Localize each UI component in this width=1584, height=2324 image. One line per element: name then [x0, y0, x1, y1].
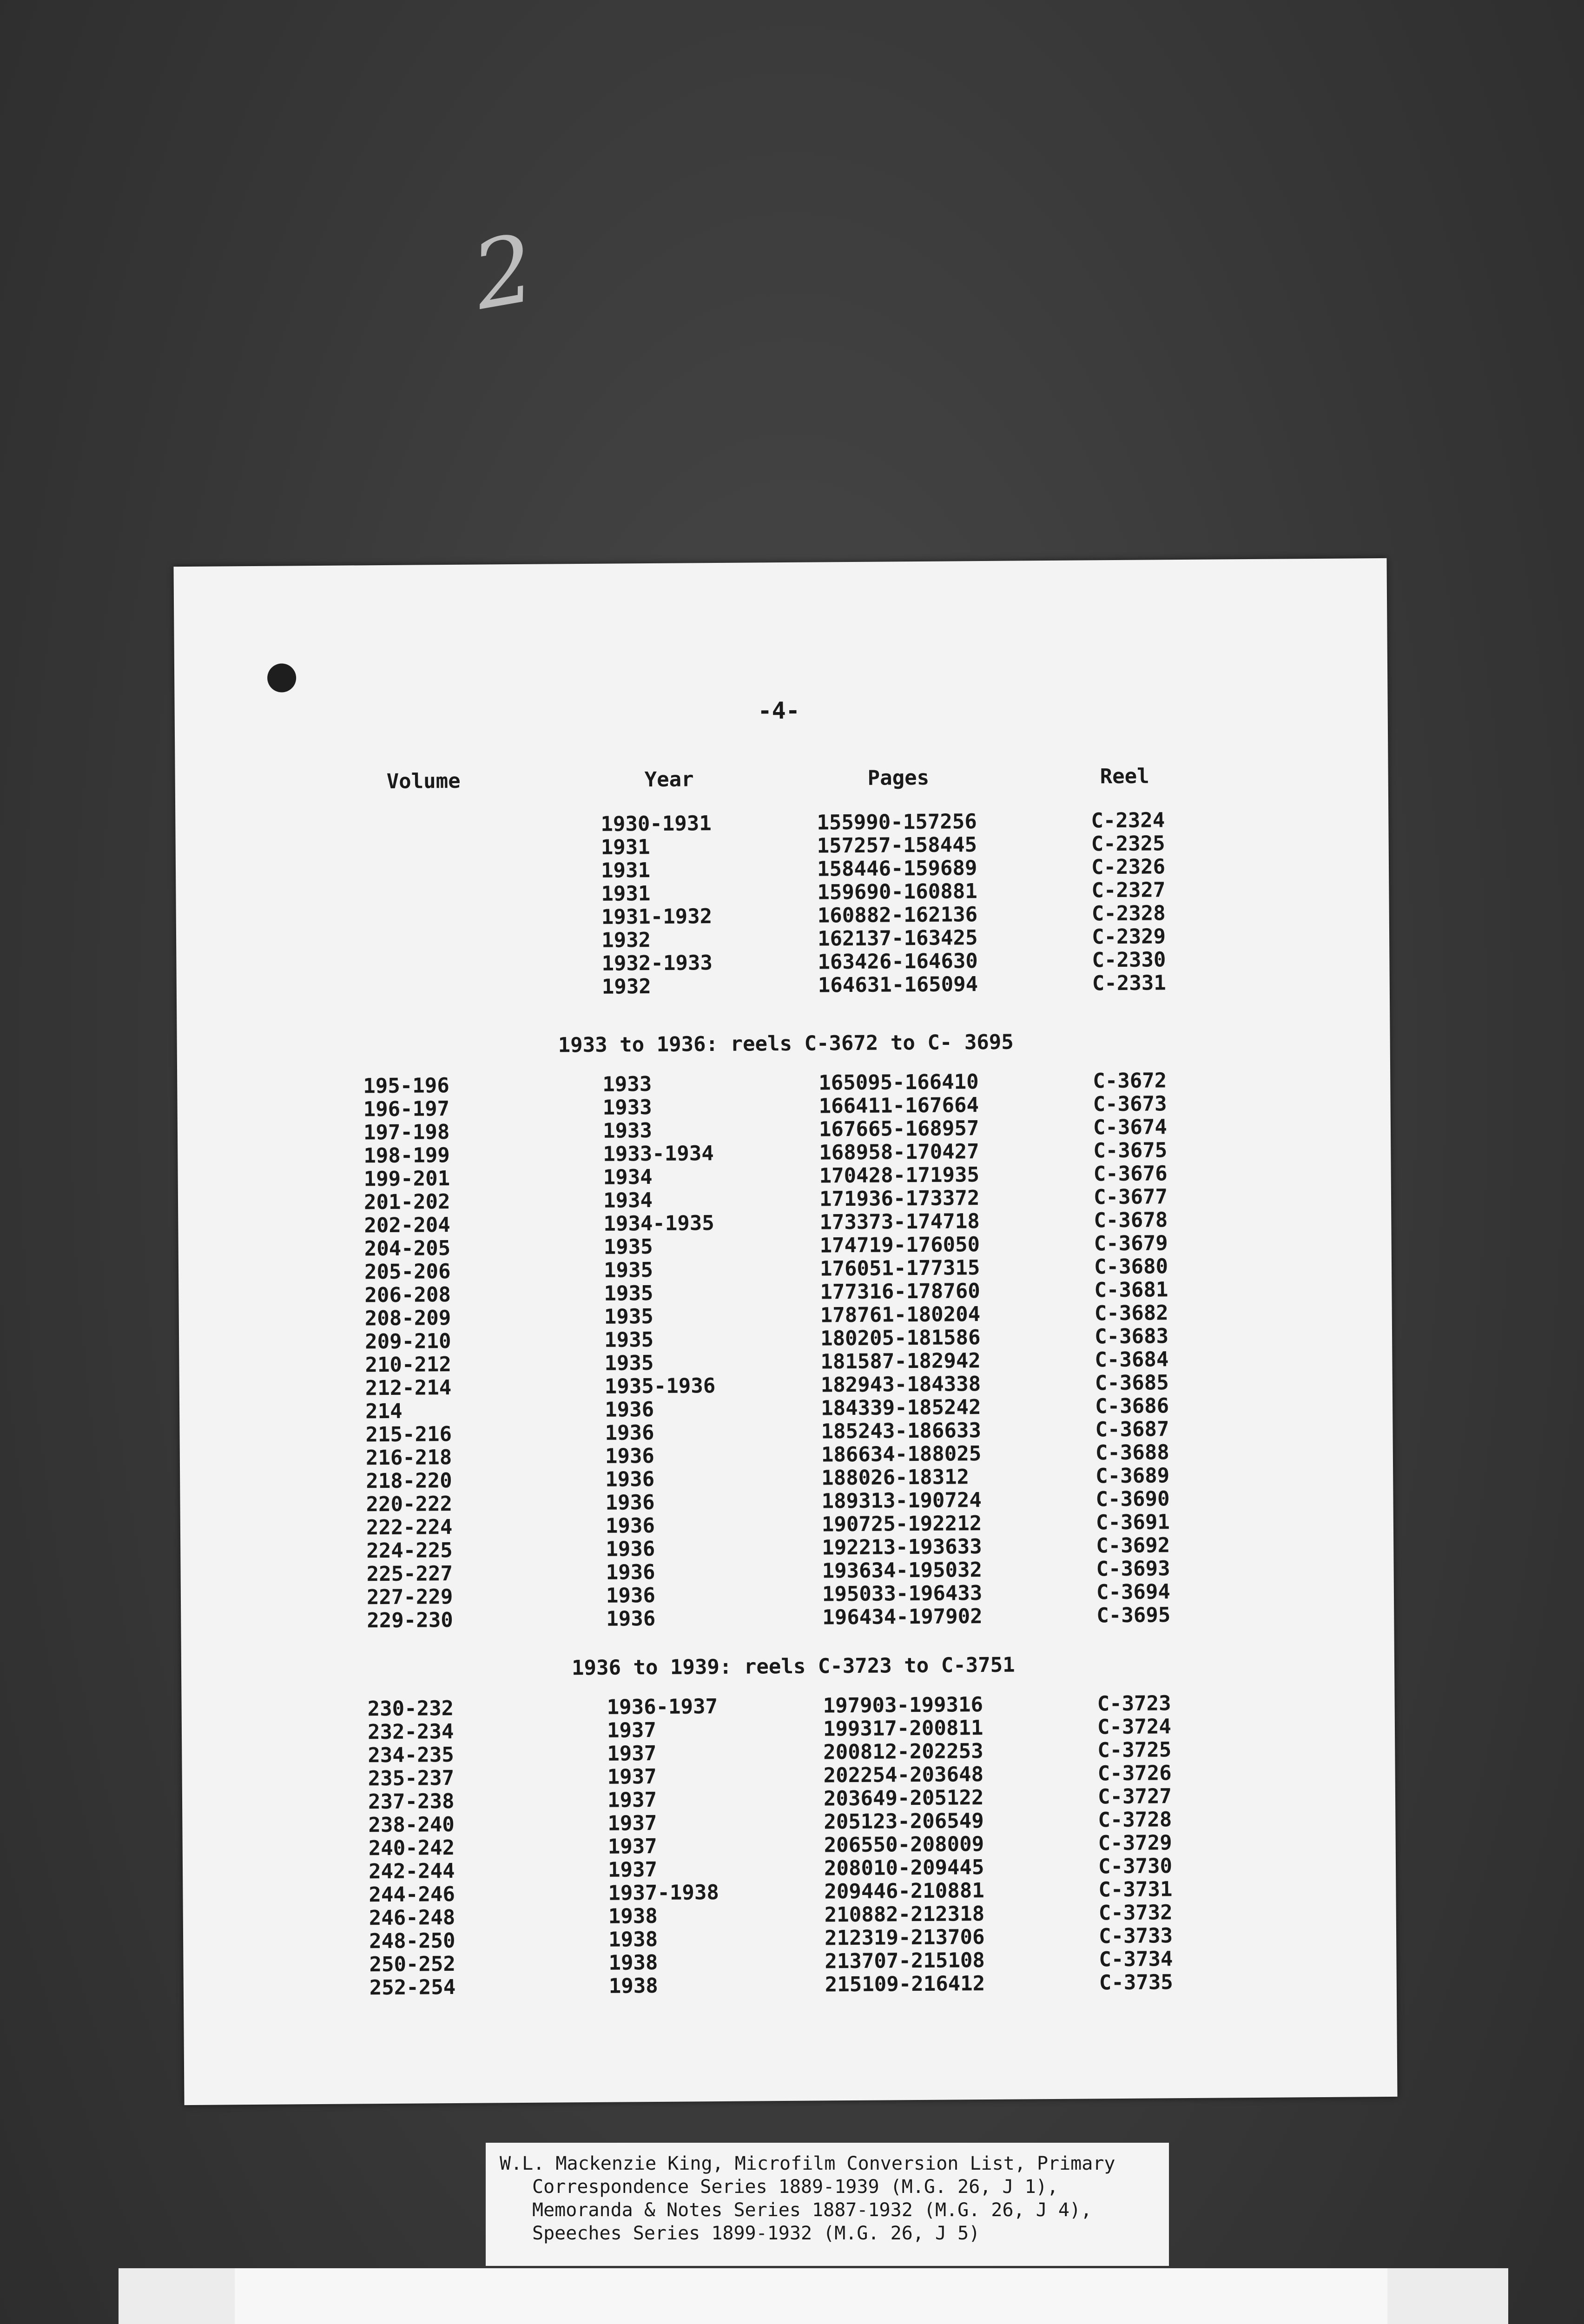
volume-cell: 238-240: [368, 1812, 455, 1837]
pages-cell: 199317-200811: [823, 1716, 983, 1741]
reel-cell: C-2329: [1091, 924, 1166, 949]
year-cell: 1936: [606, 1537, 655, 1561]
volume-cell: 227-229: [366, 1585, 453, 1610]
pages-cell: 205123-206549: [824, 1809, 984, 1834]
volume-cell: 196-197: [363, 1097, 450, 1122]
pages-cell: 215109-216412: [825, 1972, 985, 1997]
volume-cell: 218-220: [366, 1469, 452, 1493]
pages-cell: 176051-177315: [819, 1256, 980, 1281]
pages-cell: 195033-196433: [822, 1581, 983, 1606]
pages-cell: 212319-213706: [824, 1925, 985, 1950]
reel-cell: C-3681: [1094, 1278, 1168, 1302]
volume-cell: 201-202: [363, 1190, 450, 1215]
pages-cell: 200812-202253: [823, 1739, 983, 1764]
year-cell: 1938: [608, 1927, 658, 1952]
year-cell: 1933-1934: [603, 1142, 714, 1166]
year-cell: 1936: [605, 1444, 655, 1468]
volume-cell: 250-252: [369, 1952, 456, 1977]
reel-cell: C-3735: [1099, 1970, 1173, 1995]
volume-cell: 214: [365, 1399, 403, 1424]
volume-cell: 234-235: [368, 1743, 454, 1768]
reel-cell: C-3691: [1096, 1510, 1170, 1535]
year-cell: 1932: [601, 928, 651, 952]
volume-cell: 232-234: [367, 1720, 454, 1744]
volume-cell: 229-230: [367, 1608, 453, 1633]
reel-cell: C-2328: [1091, 901, 1166, 926]
year-cell: 1936: [606, 1583, 656, 1608]
volume-cell: 215-216: [365, 1422, 452, 1447]
year-cell: 1937: [607, 1788, 657, 1812]
pages-cell: 185243-186633: [821, 1419, 982, 1444]
pages-cell: 192213-193633: [822, 1535, 982, 1560]
pages-cell: 158446-159689: [817, 856, 977, 881]
reel-cell: C-2326: [1091, 855, 1166, 879]
volume-cell: 195-196: [363, 1074, 449, 1098]
year-cell: 1936: [605, 1513, 655, 1538]
reel-cell: C-3725: [1097, 1738, 1172, 1763]
reel-cell: C-3727: [1097, 1784, 1172, 1809]
pages-cell: 174719-176050: [819, 1233, 980, 1258]
punch-hole: [267, 663, 296, 692]
year-cell: 1933: [602, 1118, 653, 1143]
volume-cell: 197-198: [363, 1120, 450, 1145]
reel-cell: C-3734: [1099, 1947, 1173, 1972]
section-title-1936-1939: 1936 to 1939: reels C-3723 to C-3751: [571, 1653, 1015, 1680]
reel-cell: C-3733: [1098, 1924, 1173, 1948]
caption-line: Correspondence Series 1889-1939 (M.G. 26, J 1),: [532, 2176, 1058, 2198]
reel-cell: C-3689: [1096, 1464, 1170, 1488]
year-cell: 1931-1932: [601, 905, 713, 929]
pages-cell: 193634-195032: [822, 1558, 983, 1583]
reel-cell: C-3690: [1096, 1487, 1170, 1512]
pages-cell: 190725-192212: [821, 1512, 982, 1537]
volume-cell: 252-254: [369, 1975, 456, 2000]
pages-cell: 164631-165094: [818, 972, 978, 997]
reel-cell: C-3730: [1098, 1854, 1173, 1879]
reel-cell: C-2325: [1091, 832, 1165, 856]
volume-cell: 204-205: [364, 1236, 451, 1261]
pages-cell: 208010-209445: [824, 1855, 984, 1881]
year-cell: 1935: [604, 1327, 654, 1352]
pages-cell: 188026-18312: [821, 1465, 970, 1490]
year-cell: 1931: [601, 835, 650, 859]
year-cell: 1937-1938: [608, 1881, 719, 1905]
volume-cell: 205-206: [364, 1260, 451, 1284]
reel-cell: C-3672: [1093, 1069, 1167, 1093]
pages-cell: 184339-185242: [820, 1395, 981, 1420]
reel-cell: C-3687: [1095, 1417, 1169, 1442]
caption-line: W.L. Mackenzie King, Microfilm Conversion List, Primary: [500, 2153, 1115, 2174]
reel-cell: C-3686: [1095, 1394, 1169, 1419]
pages-cell: 177316-178760: [820, 1279, 980, 1304]
year-cell: 1934: [603, 1188, 653, 1213]
pages-cell: 180205-181586: [820, 1326, 981, 1351]
header-year: Year: [644, 767, 694, 792]
pages-cell: 213707-215108: [825, 1948, 985, 1974]
reel-cell: C-3732: [1098, 1901, 1173, 1925]
caption-label: [486, 2143, 1169, 2266]
reel-cell: C-3692: [1096, 1533, 1170, 1558]
archives-card-face: [235, 2268, 1387, 2324]
volume-cell: 216-218: [365, 1446, 452, 1470]
reel-cell: C-2324: [1091, 808, 1165, 833]
caption-line: Speeches Series 1899-1932 (M.G. 26, J 5): [532, 2223, 980, 2244]
volume-cell: 237-238: [368, 1789, 455, 1814]
volume-cell: 220-222: [366, 1492, 453, 1517]
volume-cell: 235-237: [368, 1766, 455, 1791]
pages-cell: 171936-173372: [819, 1186, 980, 1211]
archives-card: [119, 2268, 1508, 2324]
volume-cell: 210-212: [365, 1353, 452, 1377]
reel-cell: C-2330: [1092, 948, 1166, 972]
reel-cell: C-3676: [1093, 1162, 1168, 1186]
year-cell: 1935: [604, 1304, 653, 1329]
volume-cell: 206-208: [364, 1283, 451, 1307]
volume-cell: 208-209: [364, 1306, 451, 1331]
pages-cell: 186634-188025: [821, 1442, 982, 1467]
year-cell: 1935: [603, 1258, 653, 1282]
pages-cell: 202254-203648: [823, 1763, 984, 1788]
year-cell: 1932-1933: [601, 951, 713, 976]
volume-cell: 244-246: [369, 1882, 455, 1907]
volume-cell: 248-250: [369, 1928, 455, 1954]
pages-cell: 160882-162136: [817, 903, 978, 928]
pages-cell: 209446-210881: [824, 1879, 984, 1904]
year-cell: 1931: [601, 858, 651, 883]
reel-cell: C-3693: [1096, 1557, 1170, 1581]
reel-cell: C-3688: [1095, 1440, 1169, 1465]
reel-cell: C-3682: [1094, 1301, 1168, 1326]
reel-cell: C-3685: [1095, 1371, 1169, 1395]
year-cell: 1935: [604, 1281, 653, 1306]
reel-cell: C-3726: [1097, 1761, 1172, 1786]
volume-cell: 240-242: [368, 1835, 455, 1861]
reel-cell: C-2331: [1092, 971, 1166, 996]
pages-cell: 165095-166410: [818, 1070, 979, 1095]
reel-cell: C-3679: [1094, 1231, 1168, 1256]
pages-cell: 167665-168957: [818, 1116, 979, 1142]
pencil-mark: 2: [465, 214, 542, 331]
year-cell: 1934: [603, 1165, 653, 1189]
volume-cell: 199-201: [363, 1167, 450, 1191]
volume-cell: 222-224: [366, 1515, 453, 1540]
page-number: -4-: [758, 697, 800, 725]
reel-cell: C-3675: [1093, 1138, 1168, 1163]
year-cell: 1935: [604, 1351, 654, 1375]
volume-cell: 198-199: [363, 1143, 450, 1168]
year-cell: 1930-1931: [601, 812, 712, 836]
reel-cell: C-3674: [1093, 1115, 1168, 1140]
pages-cell: 155990-157256: [817, 810, 977, 835]
volume-cell: 209-210: [364, 1329, 451, 1354]
header-volume: Volume: [386, 769, 461, 793]
year-cell: 1937: [607, 1718, 657, 1743]
pages-cell: 203649-205122: [823, 1786, 984, 1811]
volume-cell: 246-248: [369, 1905, 455, 1930]
pages-cell: 210882-212318: [824, 1902, 985, 1927]
reel-cell: C-3728: [1098, 1808, 1172, 1832]
pages-cell: 178761-180204: [820, 1302, 981, 1327]
document-sheet: [173, 558, 1397, 2105]
reel-cell: C-3723: [1097, 1691, 1171, 1716]
header-reel: Reel: [1100, 764, 1149, 789]
pages-cell: 206550-208009: [824, 1832, 984, 1857]
year-cell: 1933: [602, 1072, 652, 1096]
reel-cell: C-3724: [1097, 1715, 1172, 1739]
reel-cell: C-3684: [1095, 1347, 1169, 1372]
header-pages: Pages: [867, 766, 930, 790]
volume-cell: 242-244: [368, 1859, 455, 1884]
year-cell: 1938: [608, 1974, 658, 1998]
section-title-1933-1936: 1933 to 1936: reels C-3672 to C- 3695: [558, 1030, 1014, 1057]
year-cell: 1935-1936: [604, 1374, 716, 1399]
pages-cell: 168958-170427: [819, 1140, 979, 1165]
reel-cell: C-3677: [1093, 1185, 1168, 1209]
volume-cell: 230-232: [367, 1697, 454, 1721]
pages-cell: 189313-190724: [821, 1488, 982, 1513]
caption-line: Memoranda & Notes Series 1887-1932 (M.G. 26, J 4),: [532, 2199, 1092, 2221]
year-cell: 1936-1937: [607, 1695, 718, 1719]
reel-cell: C-3695: [1096, 1603, 1171, 1628]
year-cell: 1934-1935: [603, 1211, 714, 1236]
pages-cell: 159690-160881: [817, 879, 977, 905]
year-cell: 1936: [606, 1560, 655, 1585]
reel-cell: C-2327: [1091, 878, 1166, 903]
pages-cell: 181587-182942: [820, 1349, 981, 1374]
volume-cell: 224-225: [366, 1538, 453, 1563]
year-cell: 1937: [607, 1764, 657, 1789]
reel-cell: C-3673: [1093, 1092, 1167, 1116]
year-cell: 1936: [605, 1420, 654, 1445]
year-cell: 1938: [608, 1950, 658, 1975]
year-cell: 1933: [602, 1095, 652, 1120]
reel-cell: C-3678: [1094, 1208, 1168, 1233]
pages-cell: 197903-199316: [823, 1693, 983, 1718]
year-cell: 1938: [608, 1904, 658, 1928]
pages-cell: 173373-174718: [819, 1209, 980, 1235]
year-cell: 1937: [607, 1857, 658, 1882]
year-cell: 1932: [601, 975, 651, 999]
pages-cell: 157257-158445: [817, 833, 977, 858]
year-cell: 1937: [607, 1741, 657, 1766]
pages-cell: 166411-167664: [818, 1093, 979, 1118]
volume-cell: 212-214: [365, 1376, 452, 1400]
reel-cell: C-3680: [1094, 1254, 1168, 1279]
year-cell: 1937: [607, 1834, 657, 1859]
pages-cell: 182943-184338: [820, 1372, 981, 1397]
reel-cell: C-3683: [1094, 1324, 1169, 1349]
year-cell: 1936: [605, 1490, 655, 1515]
reel-cell: C-3729: [1098, 1831, 1172, 1855]
year-cell: 1935: [603, 1235, 653, 1259]
pages-cell: 163426-164630: [818, 949, 978, 974]
pages-cell: 196434-197902: [822, 1604, 983, 1630]
pages-cell: 170428-171935: [819, 1163, 980, 1188]
reel-cell: C-3731: [1098, 1877, 1173, 1902]
reel-cell: C-3694: [1096, 1580, 1171, 1604]
pages-cell: 162137-163425: [817, 926, 978, 951]
year-cell: 1937: [607, 1811, 657, 1835]
year-cell: 1936: [606, 1606, 656, 1631]
year-cell: 1936: [605, 1467, 655, 1492]
year-cell: 1931: [601, 882, 651, 906]
volume-cell: 225-227: [366, 1562, 453, 1586]
volume-cell: 202-204: [364, 1213, 450, 1238]
year-cell: 1936: [604, 1397, 654, 1422]
